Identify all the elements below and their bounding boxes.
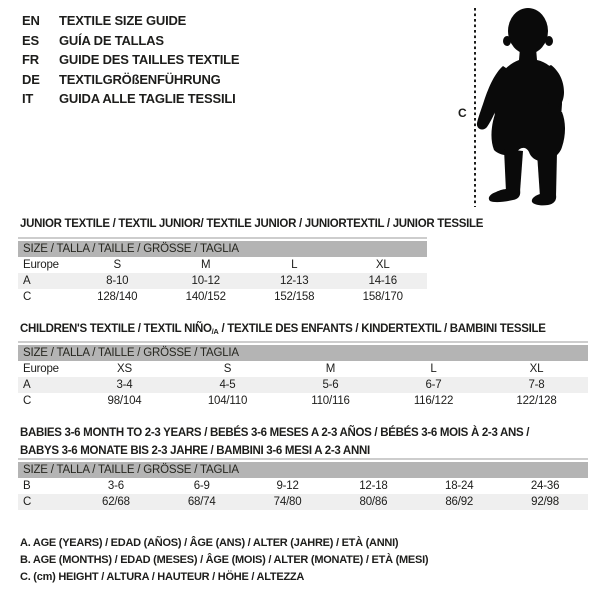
table-row (18, 257, 427, 273)
title-subscript: /A (211, 327, 219, 336)
table-cell: M (201, 259, 211, 271)
table-cell: 98/104 (107, 395, 142, 407)
table-cell: C (23, 496, 32, 508)
table-cell: 68/74 (187, 496, 216, 508)
language-row (22, 70, 239, 90)
table-cell: 116/122 (413, 395, 454, 407)
height-measure-label: C (458, 106, 467, 120)
table-cell: 24-36 (530, 480, 560, 492)
table-cell: Europe (23, 363, 59, 375)
table-cell: XL (529, 363, 544, 375)
baby-arm-right (546, 65, 564, 107)
baby-silhouette-icon (455, 0, 590, 215)
title-text: CHILDREN'S TEXTILE / TEXTIL NIÑO (20, 323, 212, 335)
table-cell: 122/128 (516, 395, 557, 407)
baby-leg-left (504, 149, 523, 192)
language-row (22, 31, 239, 51)
legend-line-height: C. (cm) HEIGHT / ALTURA / HAUTEUR / HÖHE / ALTEZZA (20, 571, 305, 584)
size-header-bar: SIZE / TALLA / TAILLE / GRÖSSE / TAGLIA (18, 345, 588, 361)
table-cell: 6-9 (193, 480, 210, 492)
baby-foot-right (532, 194, 556, 205)
table-cell: M (325, 363, 336, 375)
junior-table-title: JUNIOR TEXTILE / TEXTIL JUNIOR/ TEXTILE JUNIOR / JUNIORTEXTIL / JUNIOR TESSILE (20, 218, 484, 230)
baby-foot-left (489, 189, 520, 202)
legend-line-age-years: A. AGE (YEARS) / EDAD (AÑOS) / ÂGE (ANS) / ALTER (JAHRE) / ETÀ (ANNI) (20, 537, 399, 549)
babies-size-table (18, 478, 588, 510)
baby-ear-right (545, 36, 553, 46)
table-row (18, 361, 588, 377)
table-cell: 8-10 (106, 275, 129, 287)
language-label: TEXTILGRÖßENFÜHRUNG (59, 71, 221, 87)
language-code: EN (22, 13, 40, 28)
table-cell: 92/98 (531, 496, 559, 508)
table-row (18, 273, 427, 289)
table-cell: B (23, 480, 31, 492)
table-cell: 152/158 (274, 291, 315, 303)
table-cell: 140/152 (185, 291, 226, 303)
table-cell: 128/140 (97, 291, 138, 303)
table-cell: A (23, 379, 31, 391)
junior-table (18, 237, 427, 305)
children-size-table (18, 361, 588, 409)
table-cell: 104/110 (207, 395, 248, 407)
table-cell: 158/170 (362, 291, 403, 303)
table-top-rule (18, 458, 588, 460)
table-cell: XS (117, 363, 132, 375)
language-code: FR (22, 52, 39, 68)
language-header (22, 11, 239, 109)
table-cell: 10-12 (191, 275, 220, 287)
table-top-rule (18, 341, 588, 343)
table-cell: C (23, 395, 32, 407)
table-cell: 74/80 (273, 496, 302, 508)
table-cell: 86/92 (445, 496, 474, 508)
title-text: / TEXTILE DES ENFANTS / KINDERTEXTIL / BAMBINI TESSILE (218, 323, 546, 335)
table-top-rule (18, 237, 427, 239)
language-row (22, 89, 239, 109)
table-cell: A (23, 275, 31, 287)
language-code: DE (22, 71, 40, 87)
language-row (22, 11, 239, 31)
table-cell: 3-6 (107, 480, 124, 492)
table-cell: 4-5 (219, 379, 236, 391)
babies-table-title (20, 425, 529, 460)
children-table (18, 341, 588, 409)
table-row (18, 494, 588, 510)
table-cell: 80/86 (359, 496, 388, 508)
language-code: ES (22, 32, 39, 48)
table-cell: Europe (23, 259, 59, 271)
table-cell: 18-24 (445, 480, 474, 492)
table-cell: 7-8 (528, 379, 545, 391)
table-row (18, 393, 588, 409)
table-cell: 62/68 (102, 496, 130, 508)
table-cell: L (430, 363, 437, 375)
language-row (22, 50, 239, 70)
language-code: IT (22, 91, 34, 107)
junior-size-table (18, 257, 427, 305)
legend (20, 535, 428, 587)
table-cell: 14-16 (368, 275, 397, 287)
table-cell: 12-18 (359, 480, 388, 492)
baby-silhouette (477, 8, 565, 205)
size-header-bar: SIZE / TALLA / TAILLE / GRÖSSE / TAGLIA (18, 241, 427, 257)
table-row (18, 377, 588, 393)
table-row (18, 478, 588, 494)
table-cell: 9-12 (276, 480, 299, 492)
title-line: BABIES 3-6 MONTH TO 2-3 YEARS / BEBÉS 3-6 MESES A 2-3 AÑOS / BÉBÉS 3-6 MOIS À 2-3 ANS / (20, 427, 530, 439)
baby-head (508, 8, 548, 54)
table-cell: C (23, 291, 32, 303)
size-header-bar: SIZE / TALLA / TAILLE / GRÖSSE / TAGLIA (18, 462, 588, 478)
language-label: TEXTILE SIZE GUIDE (59, 13, 187, 28)
baby-leg-right (537, 152, 557, 197)
legend-line-age-months: B. AGE (MONTHS) / EDAD (MESES) / ÂGE (MOIS) / ALTER (MONATE) / ETÀ (MESI) (20, 554, 429, 567)
table-cell: 5-6 (322, 379, 339, 391)
title-line: BABYS 3-6 MONATE BIS 2-3 JAHRE / BAMBINI 3-6 MESI A 2-3 ANNI (20, 444, 370, 457)
baby-ear-left (503, 36, 511, 46)
table-cell: 110/116 (311, 395, 350, 407)
table-row (18, 289, 427, 305)
table-cell: L (291, 259, 298, 271)
table-cell: S (223, 363, 232, 375)
table-cell: 12-13 (280, 275, 309, 287)
children-table-title (20, 323, 546, 338)
language-label: GUIDE DES TAILLES TEXTILE (59, 52, 240, 68)
language-label: GUIDA ALLE TAGLIE TESSILI (59, 91, 236, 107)
babies-table (18, 458, 588, 510)
language-label: GUÍA DE TALLAS (59, 32, 164, 48)
table-cell: S (113, 259, 121, 271)
table-cell: XL (375, 259, 390, 271)
table-cell: 3-4 (116, 379, 133, 391)
table-cell: 6-7 (425, 379, 442, 391)
